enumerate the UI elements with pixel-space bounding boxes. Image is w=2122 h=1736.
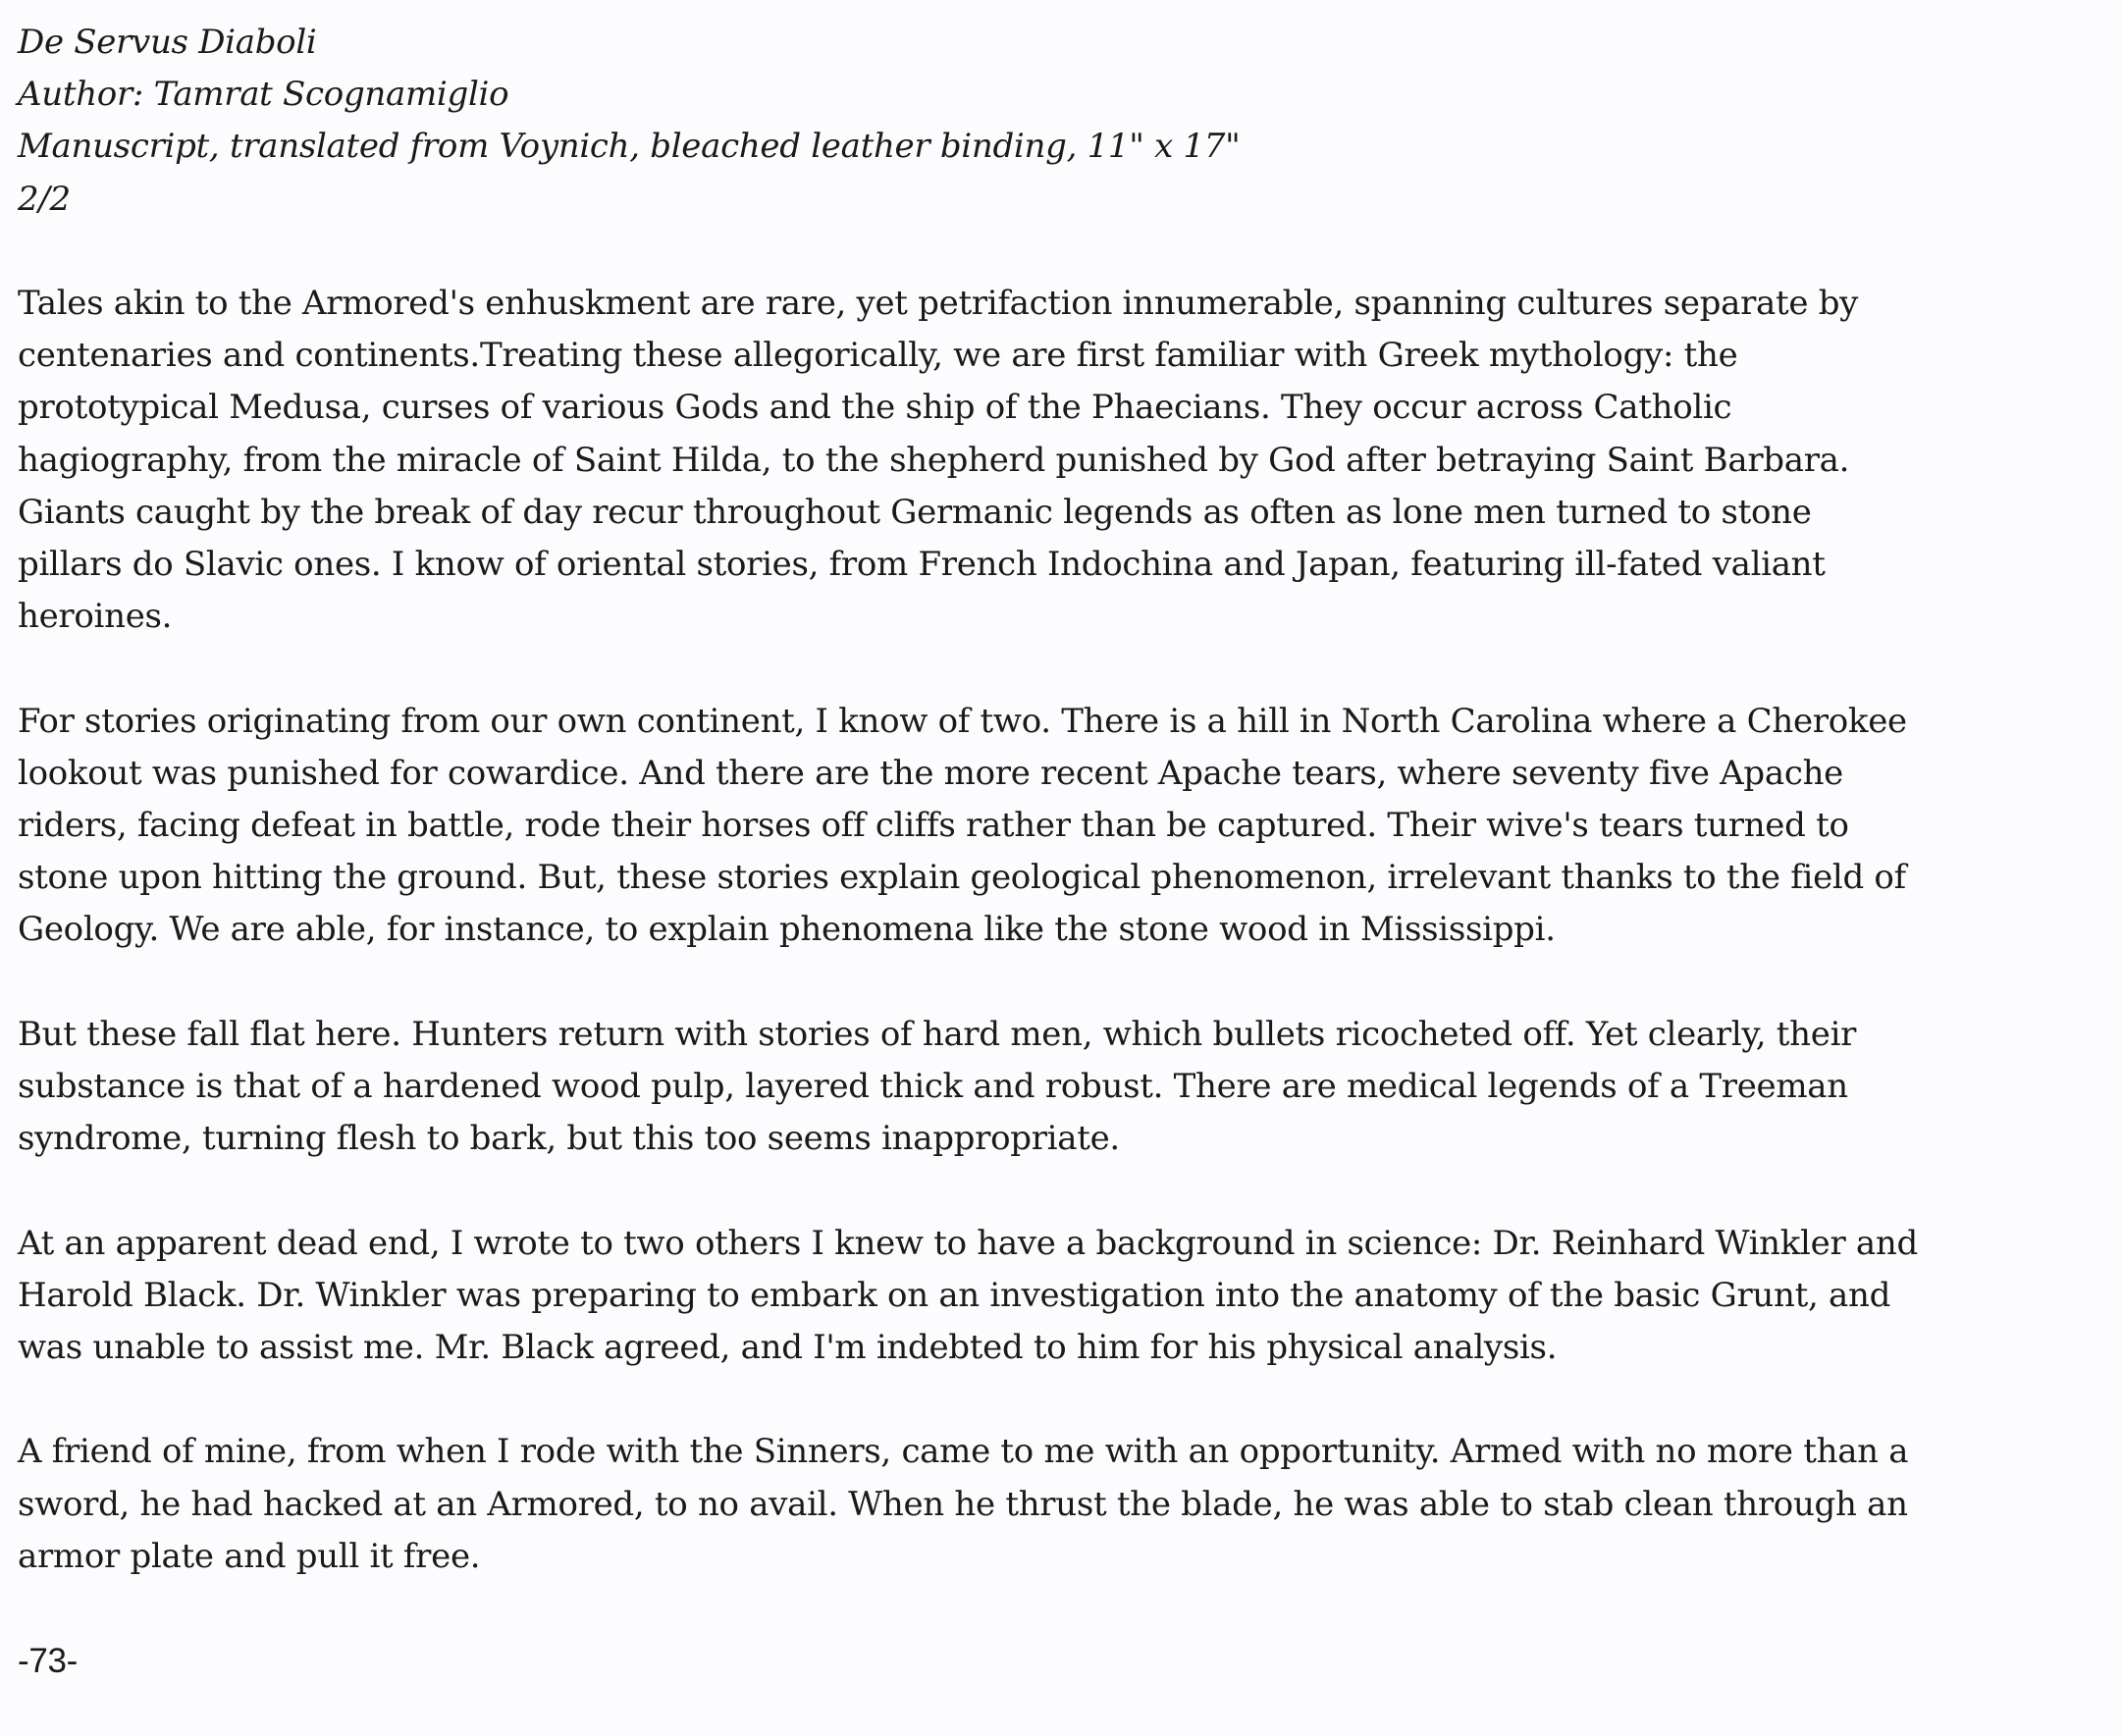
- paragraph-line: pillars do Slavic ones. I know of oriental stories, from French Indochina and Japan, featuring ill-fated valiant: [18, 545, 1826, 585]
- paragraph-line: hagiography, from the miracle of Saint Hilda, to the shepherd punished by God after betraying Saint Barbara.: [18, 440, 1850, 480]
- paragraph: [18, 1426, 2122, 1583]
- paragraph-line: substance is that of a hardened wood pulp, layered thick and robust. There are medical legends of a Treeman: [18, 1067, 1848, 1107]
- document-header: [18, 17, 2122, 226]
- paragraph-line: For stories originating from our own continent, I know of two. There is a hill in North Carolina where a Cherokee: [18, 701, 1907, 741]
- paragraph-line: At an apparent dead end, I wrote to two others I knew to have a background in science: Dr. Reinhard Winkler and: [18, 1223, 1918, 1263]
- paragraph-line: stone upon hitting the ground. But, these stories explain geological phenomenon, irrelevant thanks to the field of: [18, 858, 1906, 898]
- paragraph-line: But these fall flat here. Hunters return with stories of hard men, which bullets ricocheted off. Yet clearly, their: [18, 1014, 1857, 1054]
- paragraph-line: syndrome, turning flesh to bark, but this too seems inappropriate.: [18, 1119, 1120, 1159]
- paragraph-line: Harold Black. Dr. Winkler was preparing to embark on an investigation into the anatomy of the basic Grunt, and: [18, 1275, 1891, 1315]
- document-title: De Servus Diaboli: [18, 23, 317, 62]
- paragraph: [18, 1218, 2122, 1375]
- paragraph-line: Giants caught by the break of day recur throughout Germanic legends as often as lone men turned to stone: [18, 492, 1812, 532]
- paragraph: [18, 696, 2122, 957]
- paragraph-line: heroines.: [18, 597, 173, 637]
- paragraph-line: lookout was punished for cowardice. And there are the more recent Apache tears, where seventy five Apache: [18, 753, 1844, 793]
- paragraph-line: riders, facing defeat in battle, rode their horses off cliffs rather than be captured. Their wive's tears turned to: [18, 806, 1849, 846]
- paragraph-line: sword, he had hacked at an Armored, to no avail. When he thrust the blade, he was able to stab clean through an: [18, 1484, 1908, 1524]
- paragraph: [18, 1009, 2122, 1166]
- paragraph-line: Geology. We are able, for instance, to explain phenomena like the stone wood in Mississippi.: [18, 910, 1556, 950]
- document-body: [18, 278, 2122, 1583]
- paragraph-line: was unable to assist me. Mr. Black agreed, and I'm indebted to him for his physical analysis.: [18, 1328, 1558, 1368]
- paragraph: [18, 278, 2122, 643]
- document-author: Author: Tamrat Scognamiglio: [18, 75, 509, 115]
- paragraph-line: centenaries and continents.Treating these allegorically, we are first familiar with Greek mythology: the: [18, 336, 1738, 376]
- document-description: Manuscript, translated from Voynich, bleached leather binding, 11" x 17": [18, 127, 1241, 167]
- page-number: -73-: [18, 1642, 79, 1681]
- paragraph-line: A friend of mine, from when I rode with the Sinners, came to me with an opportunity. Armed with no more than a: [18, 1432, 1909, 1472]
- document-part: 2/2: [18, 179, 71, 219]
- paragraph-line: prototypical Medusa, curses of various Gods and the ship of the Phaecians. They occur across Catholic: [18, 388, 1732, 428]
- paragraph-line: Tales akin to the Armored's enhuskment are rare, yet petrifaction innumerable, spanning cultures separate by: [18, 284, 1859, 323]
- paragraph-line: armor plate and pull it free.: [18, 1536, 481, 1576]
